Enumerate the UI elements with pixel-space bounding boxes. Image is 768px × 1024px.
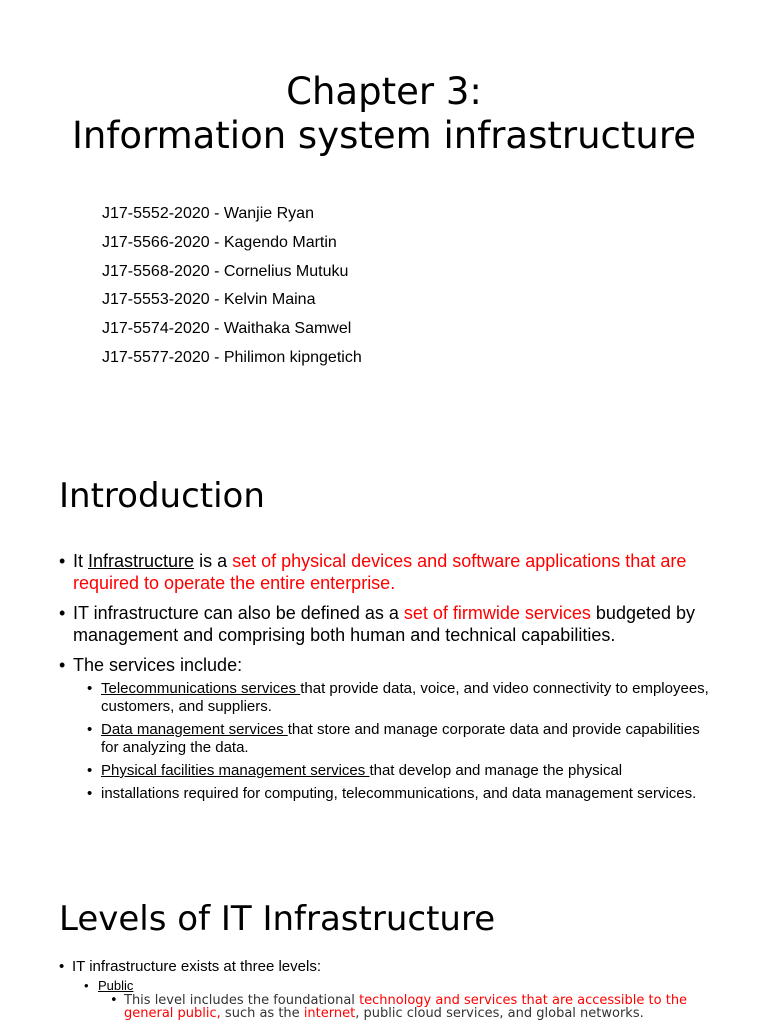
member-item: J17-5574-2020 - Waithaka Samwel — [102, 320, 352, 338]
underlined-term: Infrastructure — [88, 551, 195, 571]
slide-body — [59, 958, 739, 1020]
text-run: such as the — [220, 1006, 304, 1021]
bullet-list — [59, 958, 739, 1020]
highlighted-text: internet — [303, 1006, 356, 1021]
member-item: J17-5568-2020 - Cornelius Mutuku — [102, 262, 349, 280]
text-run: The services include: — [73, 655, 243, 675]
group-members-list — [102, 203, 362, 376]
slide-heading: Introduction — [59, 476, 265, 516]
member-item: J17-5577-2020 - Philimon kipngetich — [102, 348, 362, 366]
level-item — [84, 978, 739, 1020]
highlighted-text: technology and services that are accessible to the general public, — [124, 993, 688, 1021]
service-description: that store and manage corporate data and provide capabilities for analyzing the data. — [101, 721, 700, 756]
text-run: IT infrastructure exists at three levels: — [72, 958, 321, 975]
member-item: J17-5552-2020 - Wanjie Ryan — [102, 205, 314, 222]
service-item — [87, 785, 709, 803]
slide-heading: Levels of IT Infrastructure — [59, 899, 496, 939]
levels-slide — [0, 864, 768, 1024]
chapter-title — [0, 70, 768, 158]
levels-list — [72, 978, 739, 1020]
introduction-slide — [0, 432, 768, 852]
chapter-title-line1: Chapter 3: — [286, 70, 482, 113]
service-item — [87, 762, 709, 780]
bullet-item — [59, 602, 709, 646]
text-run: IT infrastructure can also be defined as a — [73, 603, 404, 623]
service-item — [87, 721, 709, 757]
slide-body — [59, 550, 709, 811]
member-item: J17-5553-2020 - Kelvin Maina — [102, 291, 316, 309]
text-run: This level includes the foundational — [124, 993, 360, 1008]
service-description: installations required for computing, telecommunications, and data management services. — [101, 785, 697, 802]
service-description: that develop and manage the physical — [369, 762, 623, 779]
text-run: , public cloud services, and global networks. — [355, 1006, 644, 1021]
service-item — [87, 680, 709, 716]
text-run: It — [73, 551, 89, 571]
member-item: J17-5566-2020 - Kagendo Martin — [102, 233, 337, 251]
service-name: Physical facilities management services — [101, 762, 370, 779]
text-run: budgeted by management and comprising both human and technical capabilities. — [73, 603, 696, 645]
service-name: Data management services — [101, 721, 288, 738]
level-name: Public — [98, 978, 134, 993]
bullet-item — [59, 958, 739, 1020]
bullet-item — [59, 654, 709, 803]
text-run: is a — [194, 551, 233, 571]
level-detail-list — [98, 994, 739, 1020]
services-list — [73, 680, 709, 803]
service-name: Telecommunications services — [101, 680, 301, 697]
bullet-item — [59, 550, 709, 594]
chapter-title-line2: Information system infrastructure — [71, 114, 696, 157]
title-slide — [0, 0, 768, 420]
bullet-list — [59, 550, 709, 803]
highlighted-text: set of firmwide services — [403, 603, 591, 623]
highlighted-text: set of physical devices and software applications that are required to operate the entire enterprise. — [73, 551, 687, 593]
level-detail — [110, 994, 739, 1020]
service-description: that provide data, voice, and video connectivity to employees, customers, and suppliers. — [101, 680, 709, 715]
